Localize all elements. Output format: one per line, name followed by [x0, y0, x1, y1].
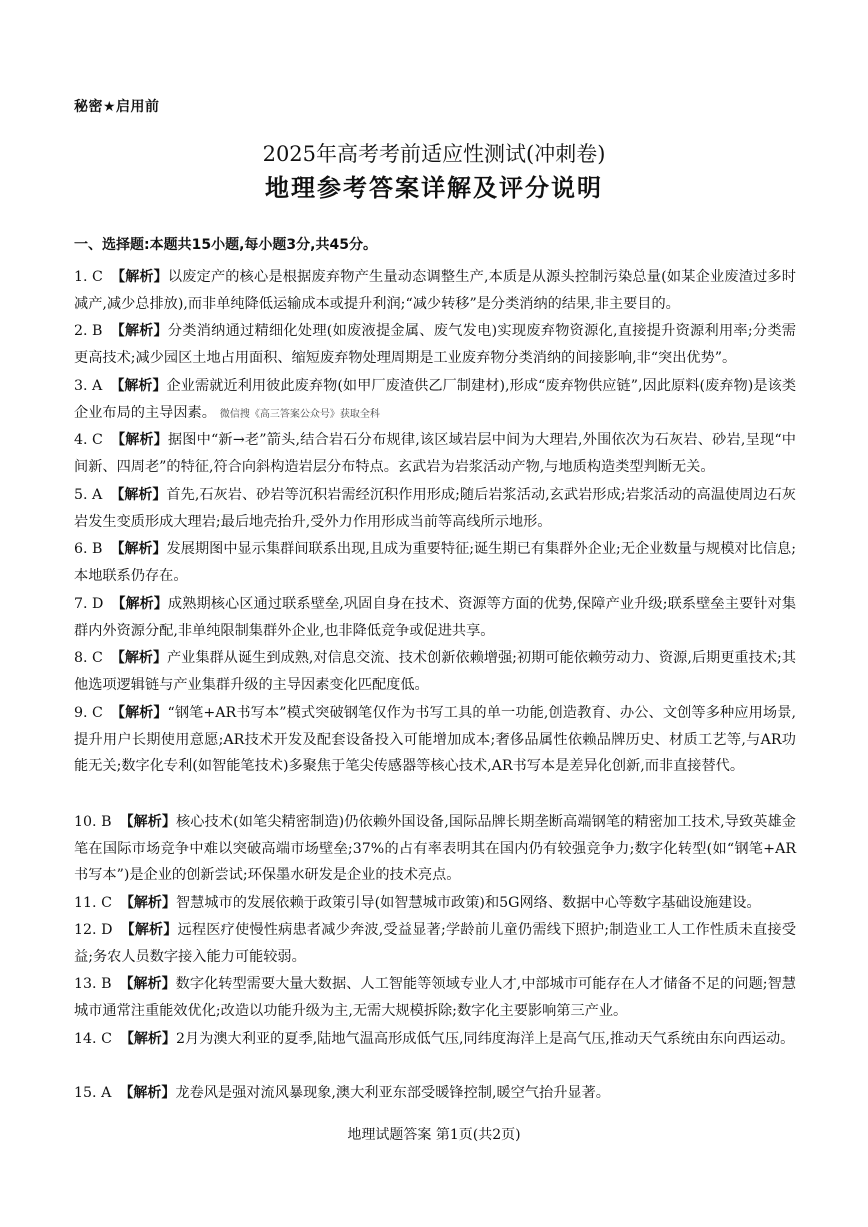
answer-number: 2. B [74, 323, 103, 339]
answer-item-12 [74, 917, 796, 970]
answer-number: 1. C [74, 269, 103, 285]
answer-item-11 [74, 890, 796, 917]
answer-number: 14. C [74, 1031, 112, 1047]
answer-text: 首先,石灰岩、砂岩等沉积岩需经沉积作用形成;随后岩浆活动,玄武岩形成;岩浆活动的高温使周边石灰岩发生变质形成大理岩;最后地壳抬升,受外力作用形成当前等高线所示地形。 [74, 487, 796, 530]
answer-item-14 [74, 1026, 796, 1053]
answer-item-1 [74, 264, 796, 317]
answer-text: 据图中“新→老”箭头,结合岩石分布规律,该区域岩层中间为大理岩,外围依次为石灰岩、砂岩,呈现“中间新、四周老”的特征,符合向斜构造岩层分布特点。玄武岩为岩浆活动产物,与地质构造类型判断无关。 [74, 432, 796, 475]
analysis-tag: 【解析】 [119, 895, 176, 911]
analysis-tag: 【解析】 [110, 541, 167, 557]
analysis-tag: 【解析】 [110, 650, 167, 666]
answer-number: 15. A [74, 1085, 112, 1101]
analysis-tag: 【解析】 [119, 976, 176, 992]
answer-item-9 [74, 700, 796, 780]
answer-text: 数字化转型需要大量大数据、人工智能等领域专业人才,中部城市可能存在人才储备不足的问题;智慧城市通常注重能效优化;改造以功能升级为主,无需大规模拆除;数字化主要影响第三产业。 [74, 976, 797, 1019]
watermark-note: 微信搜《高三答案公众号》获取全科 [219, 408, 380, 420]
answer-item-10 [74, 809, 796, 889]
answer-number: 12. D [74, 922, 113, 938]
answer-item-6 [74, 536, 796, 589]
answer-text: 产业集群从诞生到成熟,对信息交流、技术创新依赖增强;初期可能依赖劳动力、资源,后期更重技术;其他选项逻辑链与产业集群升级的主导因素变化匹配度低。 [74, 650, 796, 693]
answer-item-5 [74, 482, 796, 535]
answer-item-13 [74, 971, 796, 1024]
answer-number: 5. A [74, 487, 103, 503]
page-footer: 地理试题答案 第1页(共2页) [347, 1127, 521, 1143]
analysis-tag: 【解析】 [110, 269, 168, 285]
answer-text: 以废定产的核心是根据废弃物产生量动态调整生产,本质是从源头控制污染总量(如某企业废渣过多时减产,减少总排放),而非单纯降低运输成本或提升利润;“减少转移”是分类消纳的结果,非主要目的。 [74, 269, 796, 312]
analysis-tag: 【解析】 [111, 596, 168, 612]
analysis-tag: 【解析】 [110, 378, 167, 394]
analysis-tag: 【解析】 [110, 487, 167, 503]
answer-number: 9. C [74, 705, 103, 721]
section-heading: 一、选择题:本题共15小题,每小题3分,共45分。 [74, 237, 377, 253]
answer-text: 发展期图中显示集群间联系出现,且成为重要特征;诞生期已有集群外企业;无企业数量与规模对比信息;本地联系仍存在。 [74, 541, 796, 584]
analysis-tag: 【解析】 [110, 323, 168, 339]
answer-item-3 [74, 373, 796, 428]
answer-key-title: 地理参考答案详解及评分说明 [265, 174, 603, 202]
answer-text: 分类消纳通过精细化处理(如废液提金属、废气发电)实现废弃物资源化,直接提升资源利用率;分类需更高技术;减少园区土地占用面积、缩短废弃物处理周期是工业废弃物分类消纳的间接影响,非“突出优势”。 [74, 323, 796, 366]
answer-number: 13. B [74, 976, 112, 992]
answer-number: 3. A [74, 378, 103, 394]
answer-item-4 [74, 427, 796, 480]
analysis-tag: 【解析】 [110, 705, 168, 721]
answer-text: 成熟期核心区通过联系壁垒,巩固自身在技术、资源等方面的优势,保障产业升级;联系壁垒主要针对集群内外资源分配,非单纯限制集群外企业,也非降低竞争或促进共享。 [74, 596, 797, 639]
answer-text: 龙卷风是强对流风暴现象,澳大利亚东部受暖锋控制,暖空气抬升显著。 [175, 1085, 610, 1101]
answer-number: 10. B [74, 814, 112, 830]
answer-text: 2月为澳大利亚的夏季,陆地气温高形成低气压,同纬度海洋上是高气压,推动天气系统由东向西运动。 [175, 1031, 795, 1047]
answer-text: “钢笔+AR书写本”模式突破钢笔仅作为书写工具的单一功能,创造教育、办公、文创等多种应用场景,提升用户长期使用意愿;AR技术开发及配套设备投入可能增加成本;奢侈品属性依赖品牌历史、材质工艺等,与AR功能无关;数字化专利(如智能笔技术)多聚焦于笔尖传感器等核心技术,AR书写本是差异化创新,而非直接替代。 [74, 705, 796, 774]
answer-item-8 [74, 645, 796, 698]
analysis-tag: 【解析】 [119, 1031, 176, 1047]
answer-text: 智慧城市的发展依赖于政策引导(如智慧城市政策)和5G网络、数据中心等数字基础设施建设。 [175, 895, 761, 911]
answer-number: 4. C [74, 432, 103, 448]
analysis-tag: 【解析】 [119, 1085, 176, 1101]
answer-number: 11. C [74, 895, 112, 911]
answer-number: 7. D [74, 596, 104, 612]
exam-title: 2025年高考考前适应性测试(冲刺卷) [262, 142, 606, 166]
answer-item-2 [74, 318, 796, 371]
answer-item-15 [74, 1080, 796, 1107]
analysis-tag: 【解析】 [119, 814, 176, 830]
analysis-tag: 【解析】 [110, 432, 168, 448]
answer-number: 6. B [74, 541, 103, 557]
answer-item-7 [74, 591, 796, 644]
answer-text: 远程医疗使慢性病患者减少奔波,受益显著;学龄前儿童仍需线下照护;制造业工人工作性质未直接受益;务农人员数字接入能力可能较弱。 [74, 922, 797, 965]
answer-text: 核心技术(如笔尖精密制造)仍依赖外国设备,国际品牌长期垄断高端钢笔的精密加工技术,导致英雄金笔在国际市场竞争中难以突破高端市场壁垒;37%的占有率表明其在国内仍有较强竞争力;数字化转型(如“钢笔+AR书写本”)是企业的创新尝试;环保墨水研发是企业的技术亮点。 [74, 814, 796, 883]
analysis-tag: 【解析】 [120, 922, 178, 938]
confidential-label: 秘密★启用前 [74, 99, 160, 115]
answer-number: 8. C [74, 650, 103, 666]
answer-text: 企业需就近利用彼此废弃物(如甲厂废渣供乙厂制建材),形成“废弃物供应链”,因此原料(废弃物)是该类企业布局的主导因素。 [74, 378, 797, 421]
